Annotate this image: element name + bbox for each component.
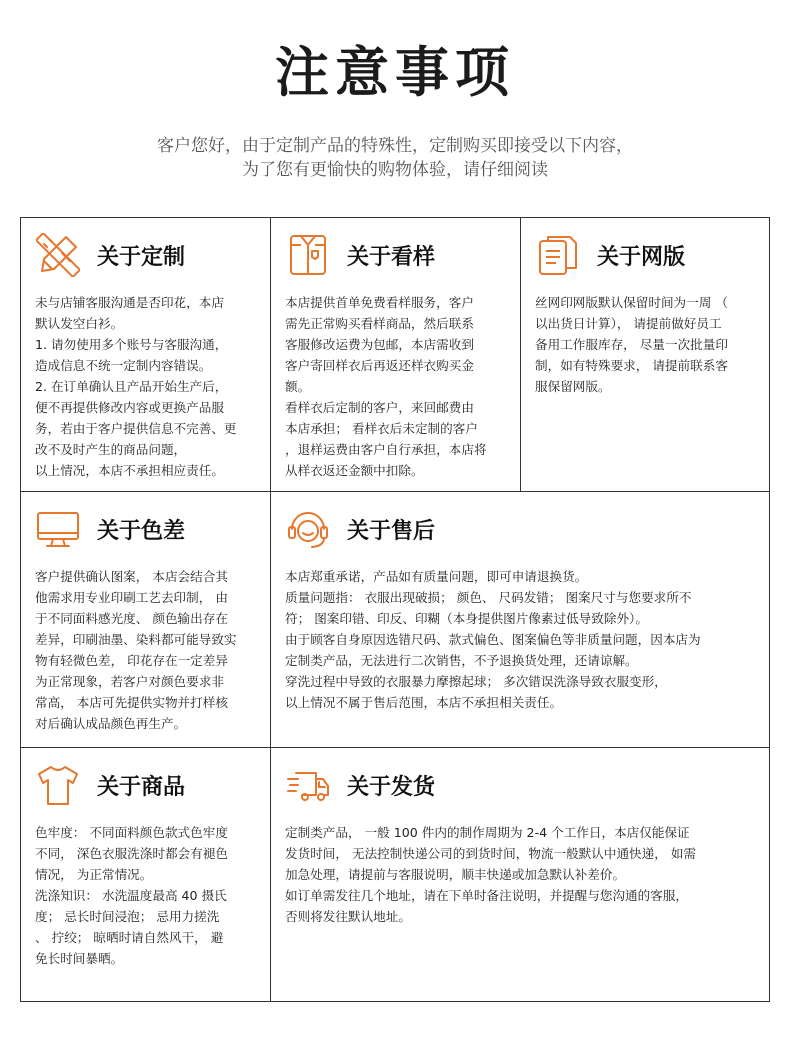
body-line: 务，若由于客户提供信息不完善、更: [35, 421, 237, 436]
body-line: 未与店铺客服沟通是否印花，本店: [35, 295, 224, 310]
monitor-icon: [35, 506, 81, 552]
body-line: 情况， 为正常情况。: [35, 867, 153, 882]
section-title: 关于售后: [347, 518, 436, 544]
body-line: 客户寄回样衣后再返还样衣购买金: [285, 358, 474, 373]
shirt-folded-icon: [285, 232, 331, 278]
body-line: 差异，印刷油墨、染料都可能导致实: [35, 632, 237, 647]
body-line: 客服修改运费为包邮，本店需收到: [285, 337, 474, 352]
section-body: [285, 292, 510, 481]
body-line: 于不同面料感光度、 颜色输出存在: [35, 611, 228, 626]
section-title: 关于定制: [97, 244, 186, 270]
body-line: 服保留网版。: [535, 379, 611, 394]
body-line: 不同， 深色衣服洗涤时都会有褪色: [35, 846, 228, 861]
body-line: 由于顾客自身原因选错尺码、款式偏色、图案偏色等非质量问题，因本店为: [285, 632, 701, 647]
body-line: 制，如有特殊要求， 请提前联系客: [535, 358, 728, 373]
body-line: 符； 图案印错、印反、印糊（本身提供图片像素过低导致除外）。: [285, 611, 648, 626]
body-line: 加急处理，请提前与客服说明，顺丰快递或加急默认补差价。: [285, 867, 626, 882]
body-line: 本店郑重承诺，产品如有质量问题，即可申请退换货。: [285, 569, 588, 584]
body-line: 否则将发往默认地址。: [285, 909, 411, 924]
body-line: 看样衣后定制的客户，来回邮费由: [285, 400, 474, 415]
body-line: 本店提供首单免费看样服务，客户: [285, 295, 474, 310]
body-line: 如订单需发往几个地址，请在下单时备注说明，并提醒与您沟通的客服，: [285, 888, 688, 903]
body-line: 、 拧绞； 晾晒时请自然风干， 避: [35, 930, 224, 945]
body-line: 度； 忌长时间浸泡； 忌用力搓洗: [35, 909, 220, 924]
section-custom: [21, 218, 270, 491]
section-aftersale: [271, 492, 769, 747]
body-line: 以出货日计算）， 请提前做好员工: [535, 316, 722, 331]
body-line: 穿洗过程中导致的衣服暴力摩擦起球； 多次错误洗涤导致衣服变形，: [285, 674, 667, 689]
section-body: [35, 566, 260, 734]
section-color: [21, 492, 270, 747]
section-body: [285, 822, 759, 927]
body-line: 免长时间暴晒。: [35, 951, 124, 966]
body-line: 造成信息不统一定制内容错误。: [35, 358, 212, 373]
section-title: 关于色差: [97, 518, 186, 544]
body-line: 改不及时产生的商品问题，: [35, 442, 187, 457]
body-line: 以上情况不属于售后范围，本店不承担相关责任。: [285, 695, 563, 710]
body-line: 默认发空白衫。: [35, 316, 124, 331]
body-line: 常高， 本店可先提供实物并打样核: [35, 695, 228, 710]
document-copy-icon: [535, 232, 581, 278]
body-line: 为正常现象，若客户对颜色要求非: [35, 674, 224, 689]
body-line: ，退样运费由客户自行承担，本店将: [285, 442, 487, 457]
body-line: 1. 请勿使用多个账号与客服沟通，: [35, 337, 228, 352]
body-line: 本店承担； 看样衣后未定制的客户: [285, 421, 478, 436]
body-line: 色牢度： 不同面料颜色款式色牢度: [35, 825, 228, 840]
headset-icon: [285, 506, 331, 552]
section-title: 关于发货: [347, 774, 436, 800]
body-line: 洗涤知识： 水洗温度最高 40 摄氏: [35, 888, 227, 903]
section-shipping: [271, 748, 769, 1001]
section-body: [535, 292, 759, 397]
body-line: 从样衣返还金额中扣除。: [285, 463, 424, 478]
body-line: 质量问题指： 衣服出现破损； 颜色、 尺码发错； 图案尺寸与您要求所不: [285, 590, 692, 605]
body-line: 额。: [285, 379, 311, 394]
notice-grid: [20, 217, 770, 1002]
body-line: 他需求用专业印刷工艺去印制， 由: [35, 590, 228, 605]
intro-line-2: 为了您有更愉快的购物体验，请仔细阅读: [242, 160, 548, 180]
ruler-pencil-icon: [35, 232, 81, 278]
body-line: 定制类产品， 一般 100 件内的制作周期为 2-4 个工作日，本店仅能保证: [285, 825, 690, 840]
body-line: 物有轻微色差， 印花存在一定差异: [35, 653, 228, 668]
section-body: [35, 822, 260, 969]
section-body: [285, 566, 759, 713]
body-line: 发货时间， 无法控制快递公司的到货时间，物流一般默认中通快递， 如需: [285, 846, 697, 861]
body-line: 定制类产品，无法进行二次销售，不予退换货处理，还请谅解。: [285, 653, 638, 668]
body-line: 丝网印网版默认保留时间为一周 （: [535, 295, 728, 310]
body-line: 备用工作服库存， 尽量一次批量印: [535, 337, 728, 352]
section-goods: [21, 748, 270, 1001]
section-title: 关于网版: [597, 244, 686, 270]
section-sample: [271, 218, 520, 491]
intro-line-1: 客户您好，由于定制产品的特殊性，定制购买即接受以下内容，: [157, 136, 633, 156]
section-body: [35, 292, 260, 481]
section-title: 关于商品: [97, 774, 186, 800]
page-title: 注意事项: [275, 41, 515, 104]
body-line: 便不再提供修改内容或更换产品服: [35, 400, 224, 415]
section-screen: [521, 218, 769, 491]
body-line: 2. 在订单确认且产品开始生产后，: [35, 379, 228, 394]
delivery-truck-icon: [285, 762, 331, 808]
body-line: 以上情况，本店不承担相应责任。: [35, 463, 224, 478]
body-line: 客户提供确认图案， 本店会结合其: [35, 569, 228, 584]
body-line: 需先正常购买看样商品，然后联系: [285, 316, 474, 331]
body-line: 对后确认成品颜色再生产。: [35, 716, 187, 731]
tshirt-icon: [35, 762, 81, 808]
section-title: 关于看样: [347, 244, 436, 270]
